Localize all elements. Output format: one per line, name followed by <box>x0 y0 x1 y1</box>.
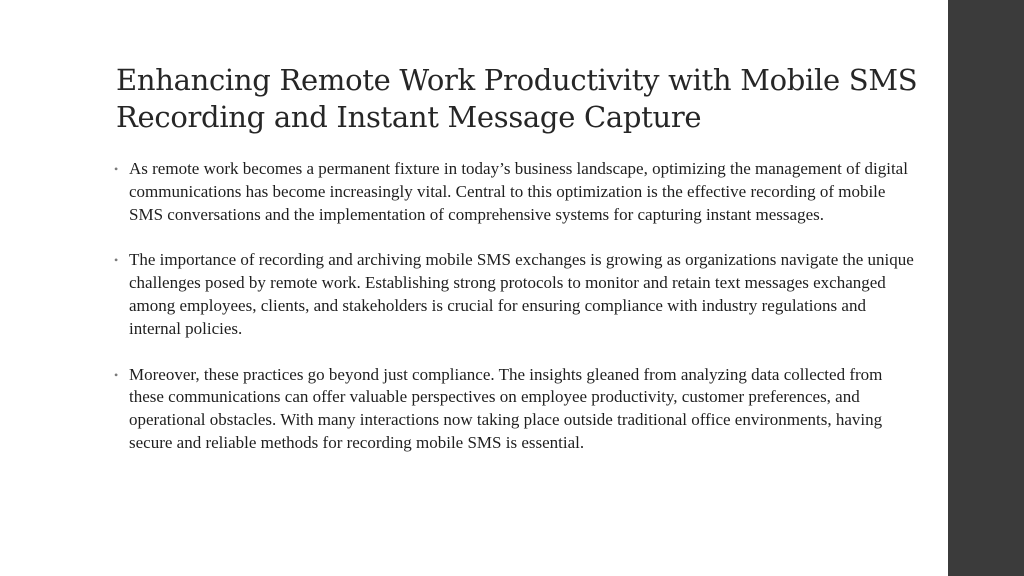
decorative-side-bar <box>948 0 1024 576</box>
bullet-text: Moreover, these practices go beyond just compliance. The insights gleaned from analyzing data collected from these communications can offer valuable perspectives on employee productivity, customer preferences, and operational obstacles. With many interactions now taking place outside traditional office environments, having secure and reliable methods for recording mobile SMS is essential. <box>129 364 883 452</box>
bullet-text: As remote work becomes a permanent fixture in today’s business landscape, optimizing the management of digital communications has become increasingly vital. Central to this optimization is the effective recording of mobile SMS conversations and the implementation of comprehensive systems for capturing instant messages. <box>129 159 908 224</box>
bullet-marker: • <box>114 162 119 176</box>
bullet-item <box>114 249 914 340</box>
bullet-marker: • <box>114 253 119 268</box>
slide-title: Enhancing Remote Work Productivity with Mobile SMS Recording and Instant Message Capture <box>116 63 918 134</box>
bullet-text: The importance of recording and archiving mobile SMS exchanges is growing as organizations navigate the unique challenges posed by remote work. Establishing strong protocols to monitor and retain text messages exchanged among employees, clients, and stakeholders is crucial for ensuring compliance with industry regulations and internal policies. <box>129 250 914 338</box>
bullet-item <box>114 158 914 226</box>
bullet-list <box>114 158 914 478</box>
bullet-item <box>114 364 914 455</box>
bullet-marker: • <box>114 367 119 382</box>
